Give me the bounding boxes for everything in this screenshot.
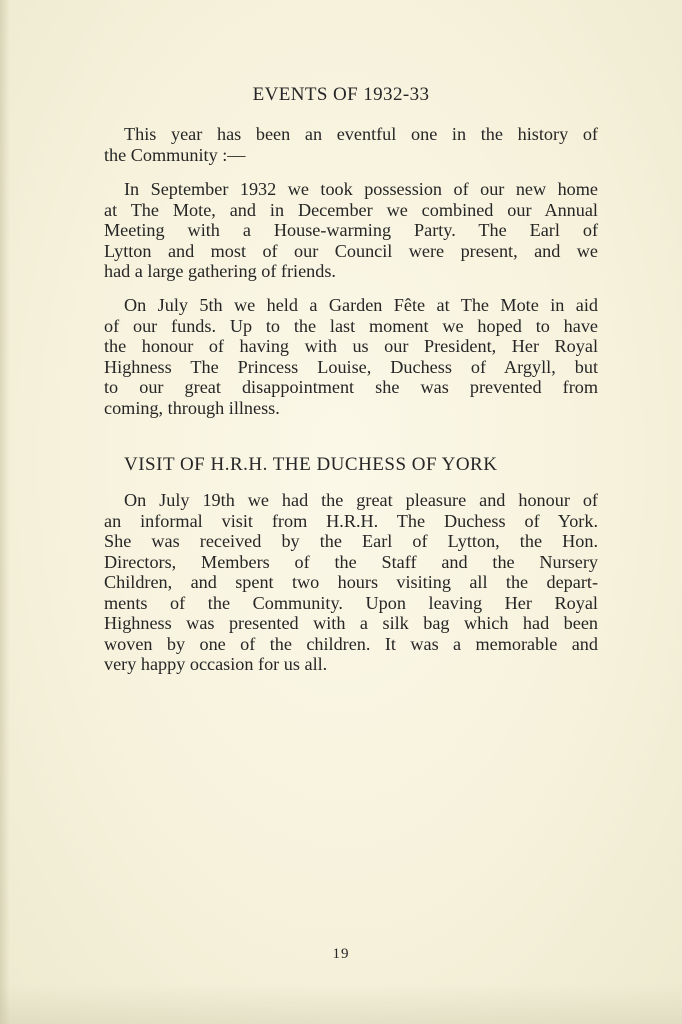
paragraph-line: to our great disappointment she was prevented from [104,377,598,397]
paragraph-line: Lytton and most of our Council were present, and we [104,240,598,261]
paragraph-line: Highness was presented with a silk bag which had been [104,613,598,633]
paragraph-line: at The Mote, and in December we combined our Annual [104,199,598,220]
page-number: 19 [332,946,350,962]
paragraph-line: She was received by the Earl of Lytton, the Hon. [104,531,598,551]
paragraph-line: Children, and spent two hours visiting all the depart- [104,572,598,592]
paragraph-line: an informal visit from H.R.H. The Duchess of York. [104,510,598,531]
page-edge-shadow [0,0,10,1024]
paragraph-line: In September 1932 we took possession of our new home [124,179,598,199]
paragraph-visit [104,490,598,675]
paragraph-line: coming, through illness. [104,397,280,418]
paragraph-line: On July 19th we had the great pleasure and honour of [124,490,598,510]
paragraph-line: Meeting with a House-warming Party. The Earl of [104,220,598,240]
paragraph-line: This year has been an eventful one in the history of [124,124,598,144]
page-bottom-shadow [0,984,682,1024]
paragraph-line: of our funds. Up to the last moment we hoped to have [104,315,598,336]
paragraph-september [104,179,598,282]
paragraph-line: had a large gathering of friends. [104,261,336,281]
paragraph-garden-fete [104,295,598,418]
paragraph-intro [104,124,598,165]
paragraph-line: ments of the Community. Upon leaving Her Royal [104,592,598,613]
section-heading-events: EVENTS OF 1932-33 [252,84,430,105]
paragraph-line: On July 5th we held a Garden Fête at The Mote in aid [124,295,598,315]
section-heading-visit: VISIT OF H.R.H. THE DUCHESS OF YORK [124,454,498,475]
paragraph-line: very happy occasion for us all. [104,654,328,674]
paragraph-line: the honour of having with us our President, Her Royal [104,336,598,356]
paragraph-line: the Community :— [104,144,246,165]
paragraph-line: woven by one of the children. It was a memorable and [104,633,598,654]
paragraph-line: Highness The Princess Louise, Duchess of Argyll, but [104,356,598,377]
paragraph-line: Directors, Members of the Staff and the Nursery [104,551,598,572]
